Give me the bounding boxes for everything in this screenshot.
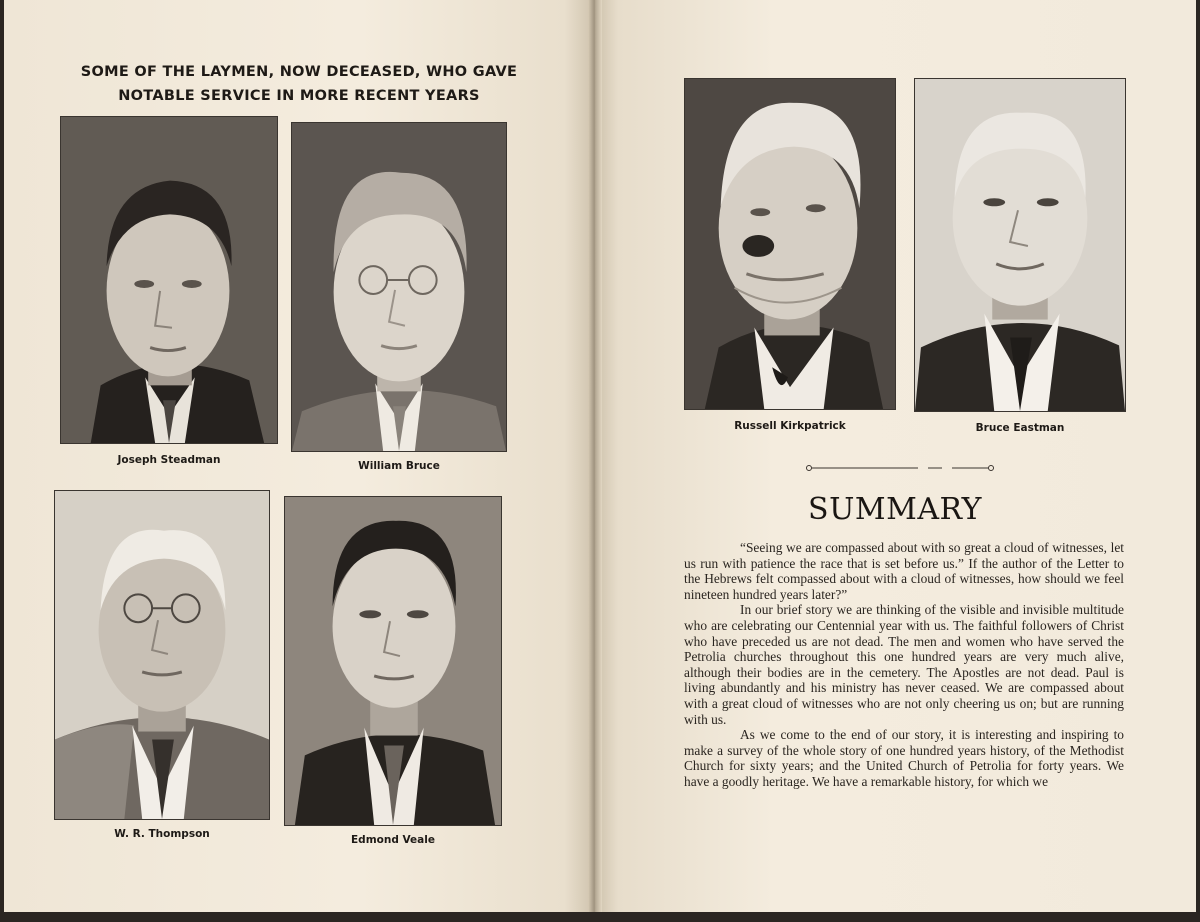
summary-paragraph: In our brief story we are thinking of the visible and invisible multitude who are celebrating our Centennial year with us. The faithful followers of Christ who have preceded us are not dead. The men and women who have served the Petrolia churches throughout this one hundred years are very much alive, although their bodies are in the cemetery. The Apostles are not dead. Paul is living abundantly and his ministry has never ceased. We are compassed about with a great cloud of witnesses who are not only cheering us on; but are running with us. (684, 602, 1124, 727)
portrait-photo (60, 116, 278, 444)
summary-paragraph: “Seeing we are compassed about with so great a cloud of witnesses, let us run with patience the race that is set before us.” If the author of the Letter to the Hebrews felt compassed about with a cloud of witnesses, how should we feel nineteen hundred years later?” (684, 540, 1124, 602)
portrait-photo-icon (915, 79, 1125, 411)
left-page (4, 0, 594, 912)
portrait-photo-icon (292, 123, 506, 451)
summary-body (684, 540, 1124, 790)
section-divider (806, 464, 996, 472)
portrait-photo (914, 78, 1126, 412)
portrait-photo (684, 78, 896, 410)
heading-line-1: SOME OF THE LAYMEN, NOW DECEASED, WHO GAVE (80, 64, 518, 80)
portrait-caption: Bruce Eastman (975, 422, 1065, 434)
portrait-caption: Edmond Veale (351, 834, 435, 846)
portrait-caption: Russell Kirkpatrick (734, 420, 846, 432)
heading-line-2: NOTABLE SERVICE IN MORE RECENT YEARS (118, 88, 480, 104)
right-page (594, 0, 1196, 912)
portrait-photo-icon (285, 497, 501, 825)
portrait-photo-icon (685, 79, 895, 409)
summary-paragraph: As we come to the end of our story, it is interesting and inspiring to make a survey of the whole story of one hundred years history, of the Methodist Church for sixty years; and the United Church of Petrolia for forty years. We have a goodly heritage. We have a remarkable history, for which we (684, 727, 1124, 789)
portrait-caption: William Bruce (358, 460, 440, 472)
portrait-caption: W. R. Thompson (114, 828, 210, 840)
portrait-photo-icon (61, 117, 277, 443)
portrait-caption: Joseph Steadman (117, 454, 221, 466)
portrait-photo (284, 496, 502, 826)
book-spine (588, 0, 602, 912)
portrait-photo (291, 122, 507, 452)
portrait-photo-icon (55, 491, 269, 819)
summary-title: SUMMARY (808, 492, 982, 527)
left-page-heading (4, 60, 594, 108)
portrait-photo (54, 490, 270, 820)
